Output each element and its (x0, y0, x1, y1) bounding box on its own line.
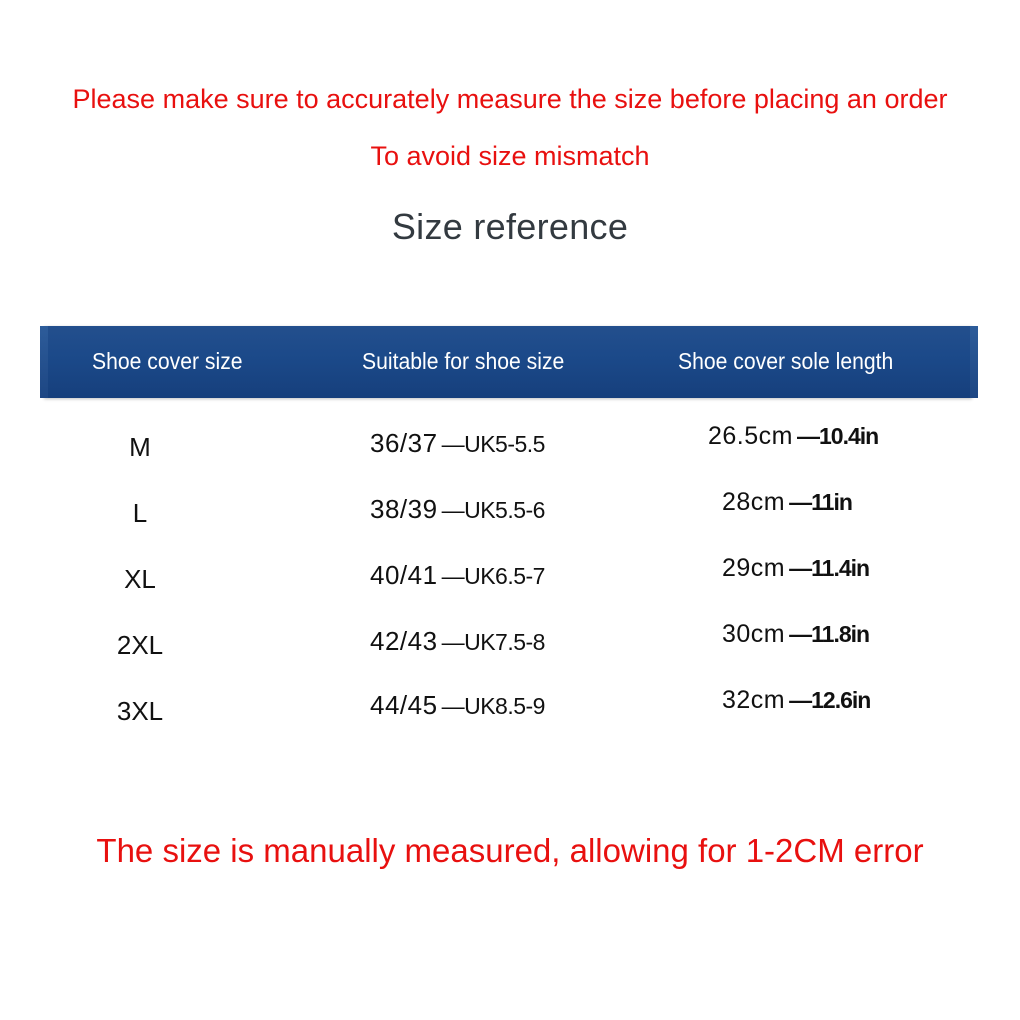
size-cell: 2XL (116, 630, 164, 660)
page-title: Size reference (391, 206, 629, 247)
uk-size: —UK8.5-9 (441, 693, 545, 719)
uk-size: —UK6.5-7 (441, 563, 545, 589)
length-cm: 30cm (722, 620, 786, 648)
notice-line-1: Please make sure to accurately measure the size before placing an order (72, 84, 948, 114)
size-cell: XL (124, 564, 156, 594)
eu-size: 44/45 (370, 690, 438, 720)
length-inch: —11in (789, 489, 852, 515)
shoe-size-cell (370, 494, 545, 525)
length-inch: —11.8in (789, 621, 870, 647)
eu-size: 42/43 (370, 626, 438, 656)
table-row (0, 556, 1020, 606)
shoe-size-cell (370, 428, 545, 459)
table-row (0, 688, 1020, 738)
length-inch: —10.4in (796, 423, 879, 449)
shoe-size-cell (370, 690, 545, 721)
sole-length-cell (722, 488, 852, 517)
table-row (0, 622, 1020, 672)
eu-size: 40/41 (370, 560, 438, 590)
size-cell: 3XL (116, 696, 164, 726)
size-cell: M (129, 432, 151, 462)
shoe-size-cell (370, 560, 545, 591)
shoe-size-cell (370, 626, 545, 657)
header-shoe-cover-size: Shoe cover size (92, 348, 243, 374)
header-sole-length: Shoe cover sole length (678, 348, 894, 374)
length-cm: 28cm (722, 488, 786, 516)
table-row (0, 424, 1020, 474)
table-row (0, 490, 1020, 540)
length-cm: 26.5cm (708, 422, 793, 450)
eu-size: 36/37 (370, 428, 438, 458)
header-suitable-shoe-size: Suitable for shoe size (362, 348, 565, 374)
length-cm: 29cm (722, 554, 786, 582)
uk-size: —UK7.5-8 (441, 629, 545, 655)
length-inch: —11.4in (789, 555, 870, 581)
sole-length-cell (722, 620, 869, 649)
length-cm: 32cm (722, 686, 786, 714)
notice-line-2: To avoid size mismatch (370, 141, 650, 171)
size-cell: L (132, 498, 148, 528)
uk-size: —UK5.5-6 (441, 497, 545, 523)
eu-size: 38/39 (370, 494, 438, 524)
sole-length-cell (708, 422, 878, 451)
sole-length-cell (722, 554, 869, 583)
length-inch: —12.6in (789, 687, 871, 713)
measurement-error-note: The size is manually measured, allowing for 1-2CM error (96, 832, 924, 869)
table-header (44, 326, 972, 398)
uk-size: —UK5-5.5 (441, 431, 545, 457)
sole-length-cell (722, 686, 870, 715)
